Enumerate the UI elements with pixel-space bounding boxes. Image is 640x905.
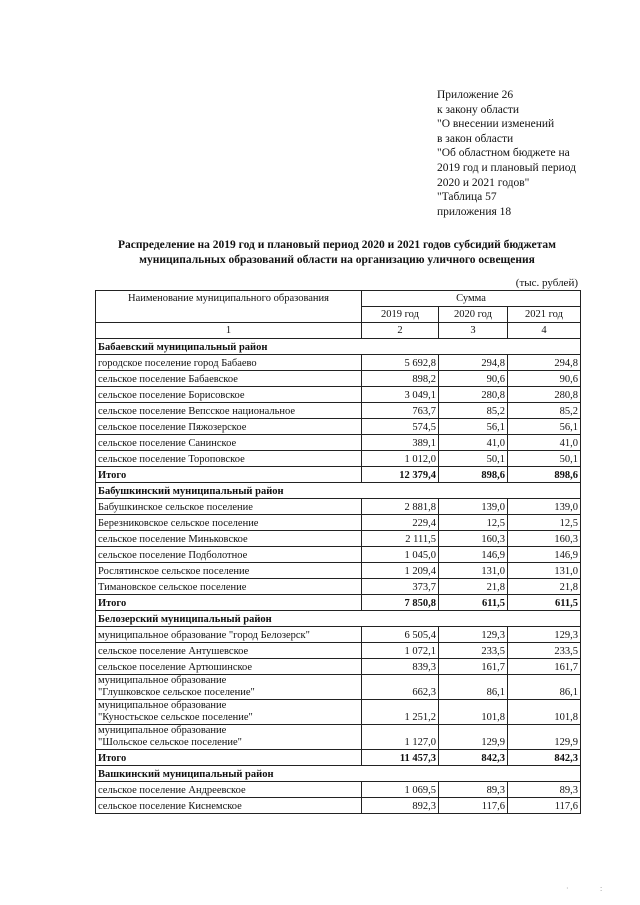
- header-row-numbers: [96, 323, 581, 339]
- units-label: (тыс. рублей): [515, 277, 578, 289]
- total-label: Итого: [96, 595, 362, 611]
- table-row: [96, 387, 581, 403]
- value-2021: 12,5: [508, 515, 581, 531]
- value-2020: 129,3: [439, 627, 508, 643]
- value-2019: 373,7: [362, 579, 439, 595]
- row-name: Тимановское сельское поселение: [96, 579, 362, 595]
- value-2020: 131,0: [439, 563, 508, 579]
- total-2020: 842,3: [439, 750, 508, 766]
- value-2019: 6 505,4: [362, 627, 439, 643]
- table-body: [96, 291, 581, 814]
- value-2019: 1 127,0: [362, 725, 439, 750]
- district-row: [96, 766, 581, 782]
- table-row: [96, 782, 581, 798]
- header-number-1: 1: [96, 323, 362, 339]
- table-row: [96, 419, 581, 435]
- row-name: сельское поселение Вепсское национальное: [96, 403, 362, 419]
- total-2021: 898,6: [508, 467, 581, 483]
- value-2020: 101,8: [439, 700, 508, 725]
- table-row: [96, 531, 581, 547]
- table-row: [96, 563, 581, 579]
- row-name: сельское поселение Киснемское: [96, 798, 362, 814]
- row-name: Рослятинское сельское поселение: [96, 563, 362, 579]
- row-name-line-2: "Куностьское сельское поселение": [98, 712, 253, 723]
- value-2021: 160,3: [508, 531, 581, 547]
- appendix-line: "Таблица 57: [437, 191, 497, 204]
- value-2021: 146,9: [508, 547, 581, 563]
- value-2021: 89,3: [508, 782, 581, 798]
- value-2019: 1 072,1: [362, 643, 439, 659]
- value-2020: 129,9: [439, 725, 508, 750]
- value-2020: 90,6: [439, 371, 508, 387]
- total-row: [96, 467, 581, 483]
- value-2019: 2 111,5: [362, 531, 439, 547]
- district-row: [96, 611, 581, 627]
- total-2019: 12 379,4: [362, 467, 439, 483]
- table-row: [96, 403, 581, 419]
- value-2019: 892,3: [362, 798, 439, 814]
- row-name: городское поселение город Бабаево: [96, 355, 362, 371]
- district-title: Бабушкинский муниципальный район: [96, 483, 581, 499]
- value-2019: 229,4: [362, 515, 439, 531]
- row-name-line-1: муниципальное образование: [98, 675, 227, 686]
- value-2021: 41,0: [508, 435, 581, 451]
- document-title: [96, 238, 578, 268]
- appendix-line: в закон области: [437, 132, 514, 145]
- appendix-line: Приложение 26: [437, 89, 514, 101]
- header-number-3: 3: [439, 323, 508, 339]
- district-row: [96, 339, 581, 355]
- header-number-4: 4: [508, 323, 581, 339]
- district-title: Бабаевский муниципальный район: [96, 339, 581, 355]
- value-2021: 129,9: [508, 725, 581, 750]
- row-name: муниципальное образование "город Белозерск": [96, 627, 362, 643]
- value-2021: 117,6: [508, 798, 581, 814]
- row-name-line-2: "Глушковское сельское поселение": [98, 687, 255, 698]
- value-2021: 21,8: [508, 579, 581, 595]
- value-2020: 139,0: [439, 499, 508, 515]
- row-name: Березниковское сельское поселение: [96, 515, 362, 531]
- value-2019: 839,3: [362, 659, 439, 675]
- value-2021: 56,1: [508, 419, 581, 435]
- row-name: сельское поселение Антушевское: [96, 643, 362, 659]
- total-2019: 7 850,8: [362, 595, 439, 611]
- table-row: [96, 547, 581, 563]
- table-row: [96, 700, 581, 725]
- table-row: [96, 579, 581, 595]
- district-title: Вашкинский муниципальный район: [96, 766, 581, 782]
- value-2020: 56,1: [439, 419, 508, 435]
- row-name: сельское поселение Артюшинское: [96, 659, 362, 675]
- row-name: сельское поселение Тороповское: [96, 451, 362, 467]
- value-2020: 161,7: [439, 659, 508, 675]
- value-2021: 90,6: [508, 371, 581, 387]
- header-name-cell: Наименование муниципального образования: [96, 291, 362, 323]
- value-2020: 117,6: [439, 798, 508, 814]
- row-name: сельское поселение Санинское: [96, 435, 362, 451]
- table-row: [96, 643, 581, 659]
- total-2020: 611,5: [439, 595, 508, 611]
- header-year-2020: 2020 год: [439, 307, 508, 323]
- appendix-line: 2019 год и плановый период: [437, 161, 576, 174]
- row-name: [96, 675, 362, 700]
- value-2019: 898,2: [362, 371, 439, 387]
- table-row: [96, 435, 581, 451]
- title-line-2: муниципальных образований области на организацию уличного освещения: [139, 254, 535, 266]
- district-title: Белозерский муниципальный район: [96, 611, 581, 627]
- value-2021: 161,7: [508, 659, 581, 675]
- value-2019: 3 049,1: [362, 387, 439, 403]
- value-2019: 1 251,2: [362, 700, 439, 725]
- row-name: [96, 725, 362, 750]
- value-2020: 85,2: [439, 403, 508, 419]
- value-2019: 1 045,0: [362, 547, 439, 563]
- table-row: [96, 355, 581, 371]
- table-row: [96, 499, 581, 515]
- row-name: Бабушкинское сельское поселение: [96, 499, 362, 515]
- value-2020: 21,8: [439, 579, 508, 595]
- value-2021: 139,0: [508, 499, 581, 515]
- value-2020: 294,8: [439, 355, 508, 371]
- total-2020: 898,6: [439, 467, 508, 483]
- row-name-line-1: муниципальное образование: [98, 725, 227, 736]
- header-number-2: 2: [362, 323, 439, 339]
- row-name: сельское поселение Бабаевское: [96, 371, 362, 387]
- table-row: [96, 675, 581, 700]
- total-row: [96, 750, 581, 766]
- header-year-2019: 2019 год: [362, 307, 439, 323]
- value-2019: 1 012,0: [362, 451, 439, 467]
- value-2020: 146,9: [439, 547, 508, 563]
- value-2019: 1 069,5: [362, 782, 439, 798]
- value-2020: 280,8: [439, 387, 508, 403]
- appendix-line: приложения 18: [437, 205, 512, 218]
- district-row: [96, 483, 581, 499]
- value-2019: 5 692,8: [362, 355, 439, 371]
- value-2020: 86,1: [439, 675, 508, 700]
- table-row: [96, 659, 581, 675]
- row-name: [96, 700, 362, 725]
- appendix-block: [437, 88, 627, 219]
- scan-mark: :: [600, 884, 603, 893]
- title-line-1: Распределение на 2019 год и плановый период 2020 и 2021 годов субсидий бюджетам: [117, 239, 557, 251]
- table-row: [96, 515, 581, 531]
- row-name: сельское поселение Миньковское: [96, 531, 362, 547]
- value-2020: 50,1: [439, 451, 508, 467]
- value-2021: 294,8: [508, 355, 581, 371]
- value-2020: 233,5: [439, 643, 508, 659]
- value-2021: 101,8: [508, 700, 581, 725]
- total-2021: 842,3: [508, 750, 581, 766]
- total-2021: 611,5: [508, 595, 581, 611]
- row-name-line-2: "Шольское сельское поселение": [98, 737, 242, 748]
- table-row: [96, 627, 581, 643]
- appendix-line: "Об областном бюджете на: [437, 147, 570, 160]
- value-2021: 131,0: [508, 563, 581, 579]
- header-year-2021: 2021 год: [508, 307, 581, 323]
- value-2021: 280,8: [508, 387, 581, 403]
- header-sum-cell: Сумма: [362, 291, 581, 307]
- value-2020: 89,3: [439, 782, 508, 798]
- value-2021: 129,3: [508, 627, 581, 643]
- total-row: [96, 595, 581, 611]
- table-row: [96, 798, 581, 814]
- total-label: Итого: [96, 467, 362, 483]
- scan-mark: ·: [566, 884, 569, 893]
- value-2019: 574,5: [362, 419, 439, 435]
- value-2019: 1 209,4: [362, 563, 439, 579]
- total-label: Итого: [96, 750, 362, 766]
- value-2021: 85,2: [508, 403, 581, 419]
- row-name-line-1: муниципальное образование: [98, 700, 227, 711]
- row-name: сельское поселение Пяжозерское: [96, 419, 362, 435]
- value-2021: 50,1: [508, 451, 581, 467]
- value-2020: 12,5: [439, 515, 508, 531]
- table-row: [96, 371, 581, 387]
- value-2019: 2 881,8: [362, 499, 439, 515]
- value-2021: 233,5: [508, 643, 581, 659]
- table-row: [96, 725, 581, 750]
- row-name: сельское поселение Борисовское: [96, 387, 362, 403]
- value-2019: 662,3: [362, 675, 439, 700]
- value-2021: 86,1: [508, 675, 581, 700]
- value-2019: 763,7: [362, 403, 439, 419]
- header-row-1: [96, 291, 581, 307]
- subsidy-table: [95, 290, 581, 814]
- appendix-line: к закону области: [437, 103, 520, 116]
- appendix-line: "О внесении изменений: [437, 118, 555, 131]
- value-2020: 41,0: [439, 435, 508, 451]
- row-name: сельское поселение Андреевское: [96, 782, 362, 798]
- row-name: сельское поселение Подболотное: [96, 547, 362, 563]
- value-2019: 389,1: [362, 435, 439, 451]
- value-2020: 160,3: [439, 531, 508, 547]
- appendix-line: 2020 и 2021 годов": [437, 176, 530, 189]
- table-row: [96, 451, 581, 467]
- total-2019: 11 457,3: [362, 750, 439, 766]
